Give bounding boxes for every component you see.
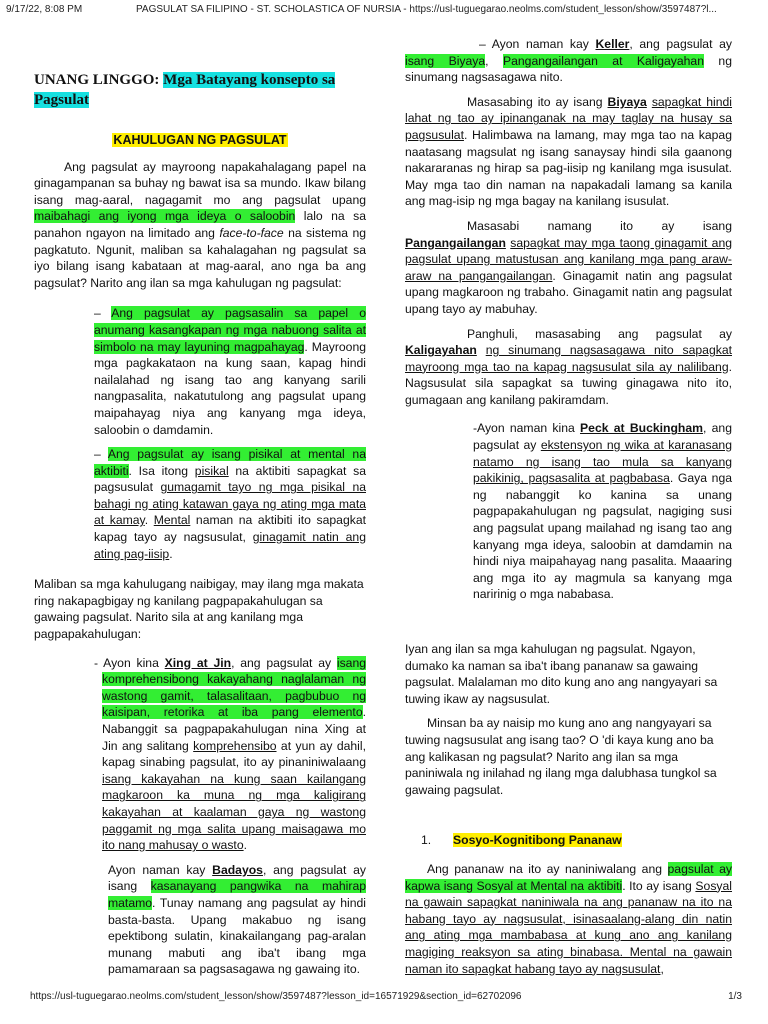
page-number: 1/3 — [728, 991, 742, 1002]
kel-text-a: Ayon naman kay — [485, 37, 596, 51]
kel-highlight-2: Pangangailangan at Kaligayahan — [502, 53, 704, 68]
biy-underline: sapagkat hindi lahat ng tao ay ipinanganak na may taglay na husay sa pagsusulat — [405, 94, 733, 142]
kal-underline: ng sinumang nagsasagawa nito sapagkat mayroong mga tao na kapag nagsusulat sila ay nalilibang — [405, 343, 732, 374]
section-title — [34, 132, 366, 149]
def1-highlight: Ang pagsulat ay pagsasalin sa papel o anumang kasangkapan ng mga nabuong salita at simbolo na may layuning magpahayag — [94, 306, 366, 354]
intro-text-b: lalo na sa panahon ngayon na limitado ang — [34, 209, 367, 240]
minsan-paragraph: Minsan ba ay naisip mo kung ano ang nangyayari sa tuwing nagsusulat ang isang tao? O 'di kaya kung ano ba ang kalikasan ng pagsulat? Narito ang ilan sa mga paniniwala ng inilahad ng ilang mga dalubhasa tungkol sa gawaing pagsulat. — [405, 716, 717, 797]
xj-text-a: Ayon kina — [98, 655, 165, 670]
intro-text-a: Ang pagsulat ay mayroong napakahalagang papel na ginagampanan sa buhay ng bawat isa sa mundo. Ikaw bilang isang mag-aaral, nagagamit mo ang pagsulat upang — [34, 159, 366, 207]
keller-definition — [405, 36, 732, 86]
kel-text-d: ng sinumang nagsasagawa nito. — [405, 53, 732, 85]
heading-topic-line2: Pagsulat — [34, 92, 90, 108]
biy-text-c: . Halimbawa na lamang, may mga tao na kapag naatasang magsulat ng isang sanaysay hindi sila gaanong nakararanas ng hirap sa pag-iisip ng kanilang mga isusulat. May mga tao din naman na napakadali lamang sa kanila ang mag-isip ng mga bagay na kanilang isusulat. — [405, 127, 732, 209]
sosyo-kognitibo-paragraph — [405, 861, 732, 977]
biy-text-a: Masasabing ito ay isang — [467, 94, 608, 109]
left-column — [34, 66, 366, 986]
item1-title: Sosyo-Kognitibong Pananaw — [453, 833, 622, 848]
def2-text-b: na aktibiti sapagkat sa pagsusulat — [94, 463, 367, 495]
kel-highlight-1: isang Biyaya — [405, 53, 486, 68]
intro-text-c: na sistema ng pagkatuto. Ngunit, maliban sa kahalagahan ng pagsulat sa iyo bilang isang kabataan at mag-aaral, ano nga ba ang pagsulat? Narito ang ilan sa mga kahulugan ng pagsulat: — [34, 225, 366, 290]
maliban-paragraph: Maliban sa mga kahulugang naibigay, may ilang mga makata ring nakapagbigay ng kanilang pagpapakahulugan sa gawaing pagsulat. Narito sila at ang kanilang mga pagpapakahulugan: — [34, 577, 364, 642]
bad-name: Badayos — [212, 862, 263, 877]
print-footer — [30, 991, 742, 1002]
def2-underline-3: Mental — [153, 513, 191, 528]
item1-number: 1. — [421, 833, 432, 848]
badayos-definition — [34, 862, 366, 978]
kal-text-c: . Nagsusulat sila sapagkat sa tuwing ginagawa nito ito, gumagaan ang kanilang pakiramdam. — [405, 359, 732, 407]
pb-text-a: -Ayon naman kina — [473, 421, 581, 436]
kel-text-c: , — [485, 53, 503, 68]
pb-names: Peck at Buckingham — [580, 421, 703, 436]
numbered-item-1 — [421, 832, 732, 849]
definition-1 — [34, 305, 366, 438]
print-timestamp: 9/17/22, 8:08 PM — [6, 4, 83, 15]
kal-text-b — [477, 343, 486, 357]
print-page-title: PAGSULAT SA FILIPINO - ST. SCHOLASTICA OF NURSIA - https://usl-tuguegarao.neolms.com/student_lesson/show/3597487?l... — [136, 4, 717, 15]
intro-emphasis: face-to-face — [219, 225, 284, 240]
pan-name: Pangangailangan — [405, 235, 506, 250]
bad-text-c: . Tunay namang ang pagsulat ay hindi basta-basta. Upang makabuo ng isang epektibong sulatin, kinakailangang pag-aralan munang mabuti ang iba't ibang mga pamamaraan sa pagsasagawa ng gawaing ito. — [108, 895, 366, 977]
xj-highlight: isang komprehensibong kakayahang naglalaman ng wastong gamit, talasalitaan, pagbubuo ng kaisipan, retorika at iba pang elemento — [102, 655, 367, 720]
pangangailangan-paragraph — [405, 218, 732, 318]
kel-text-b: , ang pagsulat ay — [629, 37, 732, 51]
xj-text-d: at yun ay dahil, kapag sinabing pagsulat, ito ay pinaniniwalaang — [102, 738, 366, 770]
def2-highlight: Ang pagsulat ay isang pisikal at mental na aktibiti — [94, 447, 366, 478]
lesson-heading — [34, 70, 366, 110]
pb-underline: ekstensyon ng wika at karanasang natamo ng isang tao mula sa kanyang pakikinig, pagsasalita at pagbabasa — [473, 438, 732, 486]
kaligayahan-paragraph — [405, 326, 732, 409]
sk-text-a: Ang pananaw na ito ay naniniwalang ang — [427, 861, 668, 876]
bad-text-a: Ayon naman kay — [108, 862, 213, 877]
def2-dash: – — [94, 447, 101, 462]
pan-text-c: . Ginagamit natin ang pagsulat upang magkaroon ng trabaho. Ginagamit natin ang pagsulat upang tayo ay mabuhay. — [405, 268, 732, 316]
footer-url: https://usl-tuguegarao.neolms.com/student_lesson/show/3597487?lesson_id=16571929&section_id=62702096 — [30, 991, 522, 1002]
def2-underline-2: gumagamit tayo ng mga pisikal na bahagi ng ating katawan gaya ng ating mga mata at kamay — [94, 480, 366, 528]
kal-name: Kaligayahan — [405, 343, 477, 358]
heading-prefix: UNANG LINGGO: — [34, 72, 160, 88]
sk-highlight: pagsulat ay kapwa isang Sosyal at Mental na aktibiti — [405, 861, 732, 893]
biy-name: Biyaya — [607, 94, 647, 109]
def2-text-d: naman na aktibiti ito sapagkat kapag tayo ay nagsusulat, — [94, 513, 366, 545]
xj-dash: - — [94, 655, 99, 670]
peck-buckingham-definition — [405, 420, 732, 603]
def1-text: . Mayroong mga pagkakataon na kung saan, kapag hindi nailalahad ng isang tao ang kanyang sarili nangpasalita, nakatutulong ang pagsulat upang maipahayag niya ang kanyang mga ideya, saloobin o damdamin. — [94, 339, 366, 437]
def1-dash: – — [94, 306, 101, 321]
print-header — [6, 4, 762, 15]
def2-text-e: . — [169, 546, 173, 561]
def2-text-a: . Isa itong — [128, 463, 195, 478]
definition-2 — [34, 446, 366, 562]
heading-topic-line1: Mga Batayang konsepto sa — [163, 72, 336, 88]
xing-jin-definition — [34, 655, 366, 854]
xj-underline-1: komprehensibo — [193, 738, 277, 753]
section-title-text: KAHULUGAN NG PAGSULAT — [113, 133, 287, 147]
def2-underline-4: ginagamit natin ang ating pag-iisip — [94, 530, 366, 561]
sk-text-b: . Ito ay isang — [622, 878, 696, 893]
iyan-paragraph: Iyan ang ilan sa mga kahulugan ng pagsulat. Ngayon, dumako ka naman sa iba't ibang pananaw sa gawaing pagsulat. Malalaman mo dito kung ano ang nangyayari sa tuwing ikaw ay nagsusulat. — [405, 642, 718, 706]
pb-text-b: , ang pagsulat ay — [473, 421, 732, 453]
xj-underline-2: isang kakayahan na kung saan kailangang magkaroon ka muna ng mga kaligirang kakayahan at kaalaman gaya ng wastong paggamit ng mga salita upang maisagawa mo ito nang mahusay o wasto — [102, 771, 366, 853]
xj-text-b: , ang pagsulat ay — [231, 655, 337, 670]
kel-dash: – — [479, 37, 486, 51]
bad-text-b: , ang pagsulat ay isang — [108, 862, 366, 894]
kal-text-a: Panghuli, masasabing ang pagsulat ay — [467, 326, 732, 341]
def2-underline-1: pisikal — [194, 463, 229, 478]
bad-highlight: kasanayang pangwika na mahirap matamo — [108, 879, 366, 910]
xj-text-e: . — [243, 838, 247, 853]
sk-underline: Sosyal na gawain sapagkat naniniwala na ang pananaw na ito na habang tayo ay nagsusulat, isinasaalang-alang din natin ang ating mga mambabasa at kung ano ang kanilang magiging reaksyon sa ating binabasa. Mental na gawain naman ito sapagkat habang tayo ay nagsusulat, — [405, 878, 732, 976]
kel-name: Keller — [595, 37, 630, 51]
pan-underline: sapagkat may mga taong ginagamit ang pagsulat upang matustusan ang kanilang mga pang araw-araw na pangangailangan — [405, 235, 732, 283]
intro-highlight: maibahagi ang iyong mga ideya o saloobin — [34, 209, 296, 224]
xj-text-c: . Nabanggit sa pagpapakahulugan nina Xing at Jin ang salitang — [102, 705, 366, 753]
pan-text-a: Masasabi namang ito ay isang — [467, 218, 732, 233]
pb-text-c: . Gaya nga ng nabanggit ko kanina sa unang pagpapakahulugan ng pagsulat, nagiging susi ang pagsulat upang mailahad ng isang tao ang kanyang mga ideya, saloobin at damdamin na hindi niya maipahayag nang pasalita. Maaaring ang mga ito ay magmula sa kanyang mga naririnig o mga nababasa. — [473, 471, 733, 602]
biyaya-paragraph — [405, 94, 732, 210]
right-column — [405, 36, 732, 985]
xj-names: Xing at Jin — [164, 655, 232, 670]
def2-text-c: . — [144, 513, 154, 528]
intro-paragraph — [34, 159, 366, 292]
